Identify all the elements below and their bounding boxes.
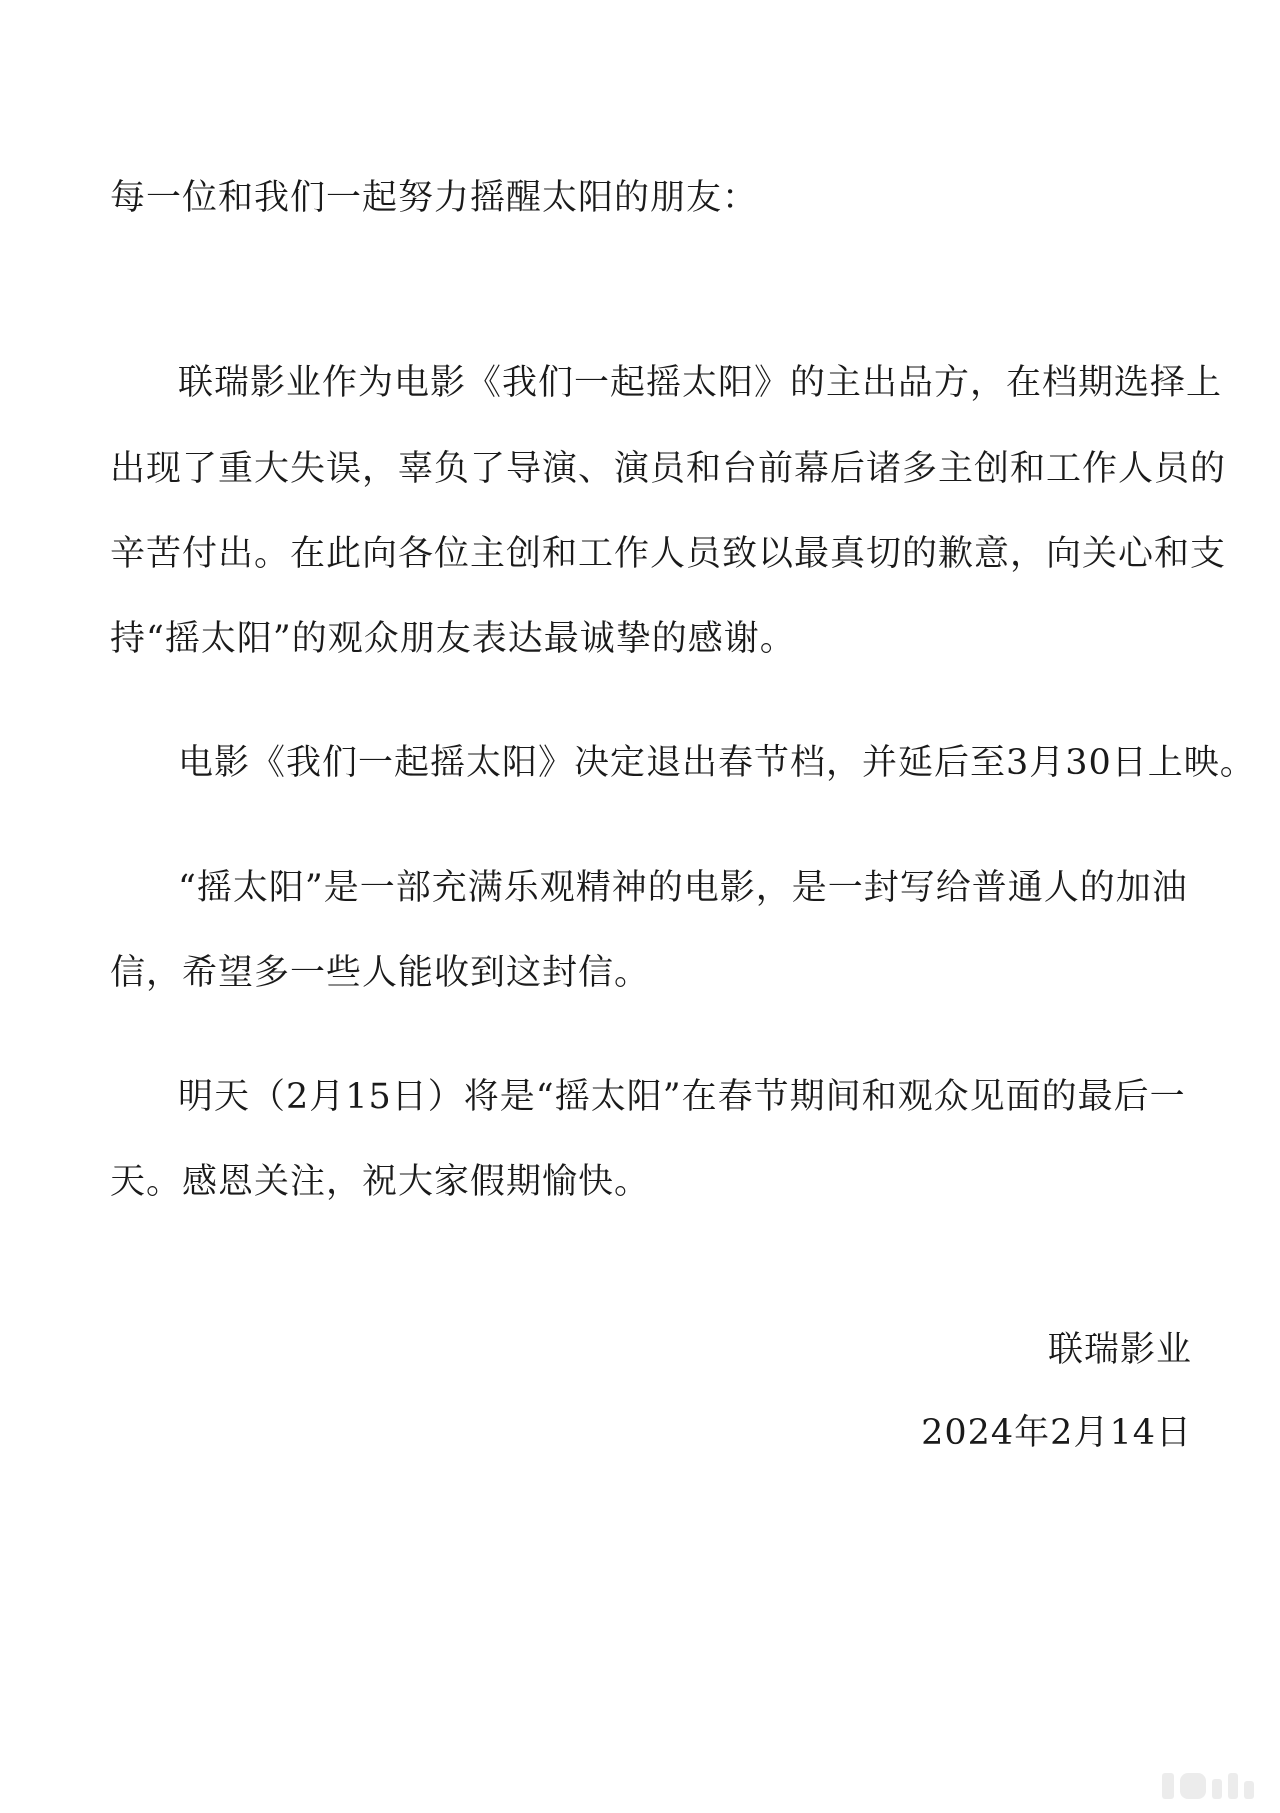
paragraph1-line4: 持“摇太阳”的观众朋友表达最诚挚的感谢。 <box>110 619 796 659</box>
paragraph3-line2: 信，希望多一些人能收到这封信。 <box>110 953 651 993</box>
paragraph1-line2: 出现了重大失误，辜负了导演、演员和台前幕后诸多主创和工作人员的 <box>110 449 1227 489</box>
paragraph4-line1: 明天（2月15日）将是“摇太阳”在春节期间和观众见面的最后一 <box>178 1077 1186 1117</box>
date: 2024年2月14日 <box>921 1413 1192 1453</box>
paragraph1-line1: 联瑞影业作为电影《我们一起摇太阳》的主出品方，在档期选择上 <box>178 363 1223 403</box>
watermark-icon <box>1162 1773 1254 1799</box>
greeting: 每一位和我们一起努力摇醒太阳的朋友： <box>110 178 759 218</box>
paragraph2-line1: 电影《我们一起摇太阳》决定退出春节档，并延后至3月30日上映。 <box>178 743 1256 783</box>
paragraph3-line1: “摇太阳”是一部充满乐观精神的电影，是一封写给普通人的加油 <box>178 868 1188 908</box>
paragraph4-line2: 天。感恩关注，祝大家假期愉快。 <box>110 1162 651 1202</box>
paragraph1-line3: 辛苦付出。在此向各位主创和工作人员致以最真切的歉意，向关心和支 <box>110 534 1227 574</box>
signature: 联瑞影业 <box>1047 1330 1192 1370</box>
